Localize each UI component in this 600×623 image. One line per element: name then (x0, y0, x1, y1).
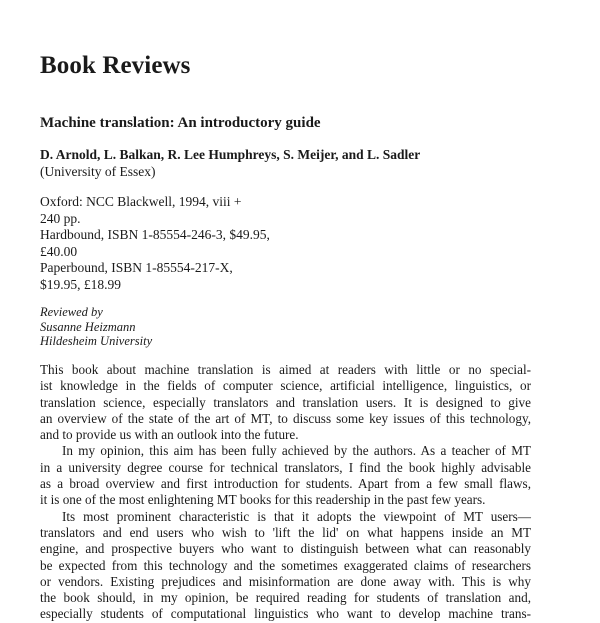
publication-info (40, 194, 270, 293)
paragraph (40, 443, 531, 508)
section-title: Book Reviews (40, 52, 191, 79)
text-line: an overview of the state of the art of MT, to discuss some key issues of this technology, (40, 410, 531, 426)
pub-line: Oxford: NCC Blackwell, 1994, viii + (40, 194, 242, 209)
pub-line: 240 pp. (40, 210, 81, 226)
text-line: Its most prominent characteristic is that it adopts the viewpoint of MT users— (62, 508, 531, 524)
author-names: D. Arnold, L. Balkan, R. Lee Humphreys, S. Meijer, and L. Sadler (40, 147, 421, 162)
text-line: and to provide us with an outlook into the future. (40, 427, 299, 443)
reviewer-institution: Hildesheim University (40, 334, 153, 348)
review-body (40, 362, 531, 623)
article-title: Machine translation: An introductory guide (40, 115, 321, 131)
text-line: as a broad overview and first introduction for students. Apart from a few small flaws, (40, 476, 531, 492)
pub-line: Paperbound, ISBN 1-85554-217-X, (40, 260, 233, 275)
text-line: translators and end users who wish to 'lift the lid' on what happens inside an MT (40, 524, 531, 540)
paragraph (40, 509, 531, 623)
text-line: be expected from this technology and the sometimes exaggerated claims of researchers (40, 557, 531, 573)
pub-line: £40.00 (40, 243, 78, 259)
text-line: translation science, especially translators and translation users. It is designed to give (40, 394, 531, 410)
reviewer-name: Susanne Heizmann (40, 319, 136, 334)
text-line: it is one of the most enlightening MT books for this readership in the past few years. (40, 492, 486, 508)
paragraph (40, 362, 531, 443)
authors-block (40, 146, 420, 180)
text-line: especially students of computational linguistics who want to develop machine trans- (40, 606, 531, 622)
reviewer-block (40, 305, 152, 349)
author-affiliation: (University of Essex) (40, 164, 156, 179)
text-line: in a university degree course for technical translators, I find the book highly advisable (40, 459, 531, 475)
reviewer-label: Reviewed by (40, 305, 103, 319)
text-line: engine, and prospective buyers who want to distinguish between what can reasonably (40, 541, 531, 557)
pub-line: Hardbound, ISBN 1-85554-246-3, $49.95, (40, 227, 270, 242)
text-line: ist knowledge in the fields of computer science, artificial intelligence, linguistics, or (40, 378, 531, 394)
text-line: This book about machine translation is aimed at readers with little or no special- (40, 362, 531, 377)
text-line: the book should, in my opinion, be required reading for students of translation and, (40, 590, 531, 606)
text-line: or vendors. Existing prejudices and misinformation are done away with. This is why (40, 573, 531, 589)
text-line: In my opinion, this aim has been fully achieved by the authors. As a teacher of MT (62, 443, 531, 459)
pub-line: $19.95, £18.99 (40, 276, 121, 292)
